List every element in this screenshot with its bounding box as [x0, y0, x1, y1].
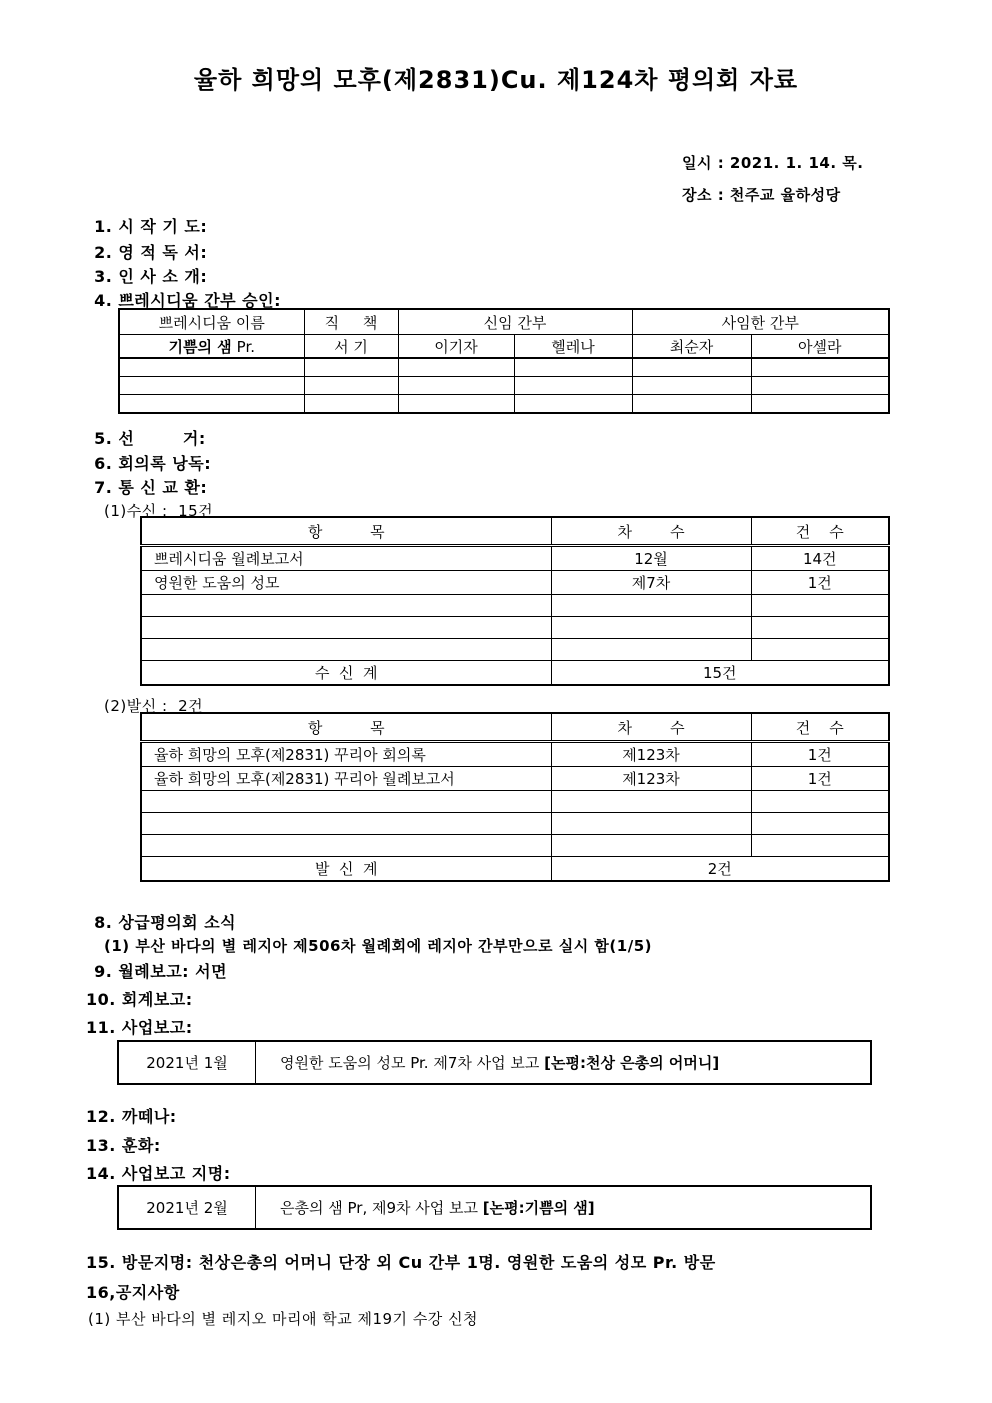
empty-cell	[632, 358, 751, 377]
empty-cell	[551, 791, 751, 813]
empty-cell	[751, 617, 889, 639]
presidium-name-bold: 기쁨의 샘	[168, 337, 232, 356]
cell-round: 제123차	[551, 767, 751, 791]
sub-item-notice: (1) 부산 바다의 별 레지오 마리애 학교 제19기 수강 신청	[88, 1310, 479, 1328]
cell-resigned-officer-2: 아셀라	[751, 335, 889, 359]
empty-cell	[304, 358, 398, 377]
report-text	[256, 1042, 870, 1083]
meta-date: 일시 : 2021. 1. 14. 목.	[682, 154, 864, 172]
report-text-main: 은총의 샘 Pr, 제9차 사업 보고	[280, 1199, 483, 1217]
agenda-item-2: 2. 영 적 독 서:	[88, 243, 208, 262]
empty-cell	[398, 358, 514, 377]
empty-cell	[119, 395, 304, 414]
empty-cell	[751, 791, 889, 813]
cell-new-officer-2: 헬레나	[514, 335, 632, 359]
agenda-item-7: 7. 통 신 교 환:	[88, 478, 208, 497]
empty-cell	[551, 835, 751, 857]
report-text	[256, 1187, 870, 1228]
cell-count: 1건	[751, 742, 889, 767]
cell-item: 율하 희망의 모후(제2831) 꾸리아 월례보고서	[141, 767, 551, 791]
cell-new-officer-1: 이기자	[398, 335, 514, 359]
empty-cell	[632, 377, 751, 395]
header-presidium-name: 쁘레시디움 이름	[119, 309, 304, 335]
sub-item-senior-council: (1) 부산 바다의 별 레지아 제506차 월례회에 레지아 간부만으로 실시 함(1/5)	[104, 937, 652, 955]
agenda-item-1: 1. 시 작 기 도:	[88, 217, 208, 236]
header-item: 항 목	[141, 517, 551, 546]
agenda-item-15: 15. 방문지명: 천상은총의 어머니 단장 외 Cu 간부 1명. 영원한 도움의 성모 Pr. 방문	[86, 1253, 716, 1272]
cell-item: 쁘레시디움 월례보고서	[141, 546, 551, 571]
empty-cell	[514, 377, 632, 395]
empty-cell	[304, 395, 398, 414]
empty-cell	[514, 395, 632, 414]
cell-presidium-name	[119, 335, 304, 359]
empty-cell	[751, 835, 889, 857]
send-total-label: 발 신 계	[141, 857, 551, 882]
receive-table	[140, 516, 890, 686]
report-text-comment: [논평:기쁨의 샘]	[482, 1199, 595, 1217]
cell-round: 제7차	[551, 571, 751, 595]
agenda-item-3: 3. 인 사 소 개:	[88, 267, 208, 286]
send-total-value: 2건	[551, 857, 889, 882]
empty-cell	[141, 791, 551, 813]
empty-cell	[119, 358, 304, 377]
header-count: 건 수	[751, 713, 889, 742]
report-text-main: 영원한 도움의 성모 Pr. 제7차 사업 보고	[280, 1054, 545, 1072]
empty-cell	[398, 377, 514, 395]
header-round: 차 수	[551, 713, 751, 742]
empty-cell	[751, 358, 889, 377]
report-month: 2021년 2월	[119, 1187, 256, 1228]
agenda-item-12: 12. 까떼나:	[86, 1107, 177, 1126]
cell-position: 서 기	[304, 335, 398, 359]
cell-round: 12월	[551, 546, 751, 571]
empty-cell	[751, 377, 889, 395]
agenda-item-14: 14. 사업보고 지명:	[86, 1164, 231, 1183]
agenda-item-9: 9. 월례보고: 서면	[88, 962, 228, 981]
cell-count: 1건	[751, 767, 889, 791]
agenda-item-5: 5. 선 거:	[88, 429, 206, 448]
receive-total-label: 수 신 계	[141, 661, 551, 686]
sub-item-send: (2)발신 : 2건	[104, 697, 204, 715]
report-box-february	[117, 1185, 872, 1230]
agenda-item-8: 8. 상급평의회 소식	[88, 913, 237, 932]
empty-cell	[514, 358, 632, 377]
empty-cell	[632, 395, 751, 414]
cell-count: 14건	[751, 546, 889, 571]
empty-cell	[141, 639, 551, 661]
report-box-january	[117, 1040, 872, 1085]
cell-round: 제123차	[551, 742, 751, 767]
empty-cell	[304, 377, 398, 395]
agenda-item-16: 16,공지사항	[86, 1283, 180, 1302]
agenda-item-11: 11. 사업보고:	[86, 1018, 193, 1037]
page-title: 율하 희망의 모후(제2831)Cu. 제124차 평의회 자료	[193, 66, 799, 94]
receive-total-value: 15건	[551, 661, 889, 686]
empty-cell	[751, 639, 889, 661]
empty-cell	[141, 617, 551, 639]
presidium-officer-table	[118, 308, 890, 414]
header-count: 건 수	[751, 517, 889, 546]
report-text-comment: [논평:천상 은총의 어머니]	[544, 1054, 720, 1072]
empty-cell	[751, 813, 889, 835]
header-item: 항 목	[141, 713, 551, 742]
sub-item-receive: (1)수신 : 15건	[104, 502, 214, 520]
empty-cell	[141, 835, 551, 857]
agenda-item-13: 13. 훈화:	[86, 1136, 161, 1155]
header-new-officers: 신임 간부	[398, 309, 632, 335]
agenda-item-10: 10. 회계보고:	[86, 990, 193, 1009]
empty-cell	[141, 813, 551, 835]
agenda-item-6: 6. 회의록 낭독:	[88, 454, 212, 473]
empty-cell	[141, 595, 551, 617]
header-resigned-officers: 사임한 간부	[632, 309, 889, 335]
empty-cell	[751, 595, 889, 617]
empty-cell	[119, 377, 304, 395]
presidium-name-suffix: Pr.	[236, 337, 256, 356]
agenda-item-4: 4. 쁘레시디움 간부 승인:	[88, 291, 281, 310]
report-month: 2021년 1월	[119, 1042, 256, 1083]
header-round: 차 수	[551, 517, 751, 546]
cell-item: 율하 희망의 모후(제2831) 꾸리아 회의록	[141, 742, 551, 767]
send-table	[140, 712, 890, 882]
cell-count: 1건	[751, 571, 889, 595]
cell-resigned-officer-1: 최순자	[632, 335, 751, 359]
empty-cell	[751, 395, 889, 414]
empty-cell	[551, 595, 751, 617]
empty-cell	[551, 617, 751, 639]
empty-cell	[551, 813, 751, 835]
empty-cell	[551, 639, 751, 661]
header-position: 직 책	[304, 309, 398, 335]
empty-cell	[398, 395, 514, 414]
meta-place: 장소 : 천주교 율하성당	[682, 186, 841, 204]
cell-item: 영원한 도움의 성모	[141, 571, 551, 595]
